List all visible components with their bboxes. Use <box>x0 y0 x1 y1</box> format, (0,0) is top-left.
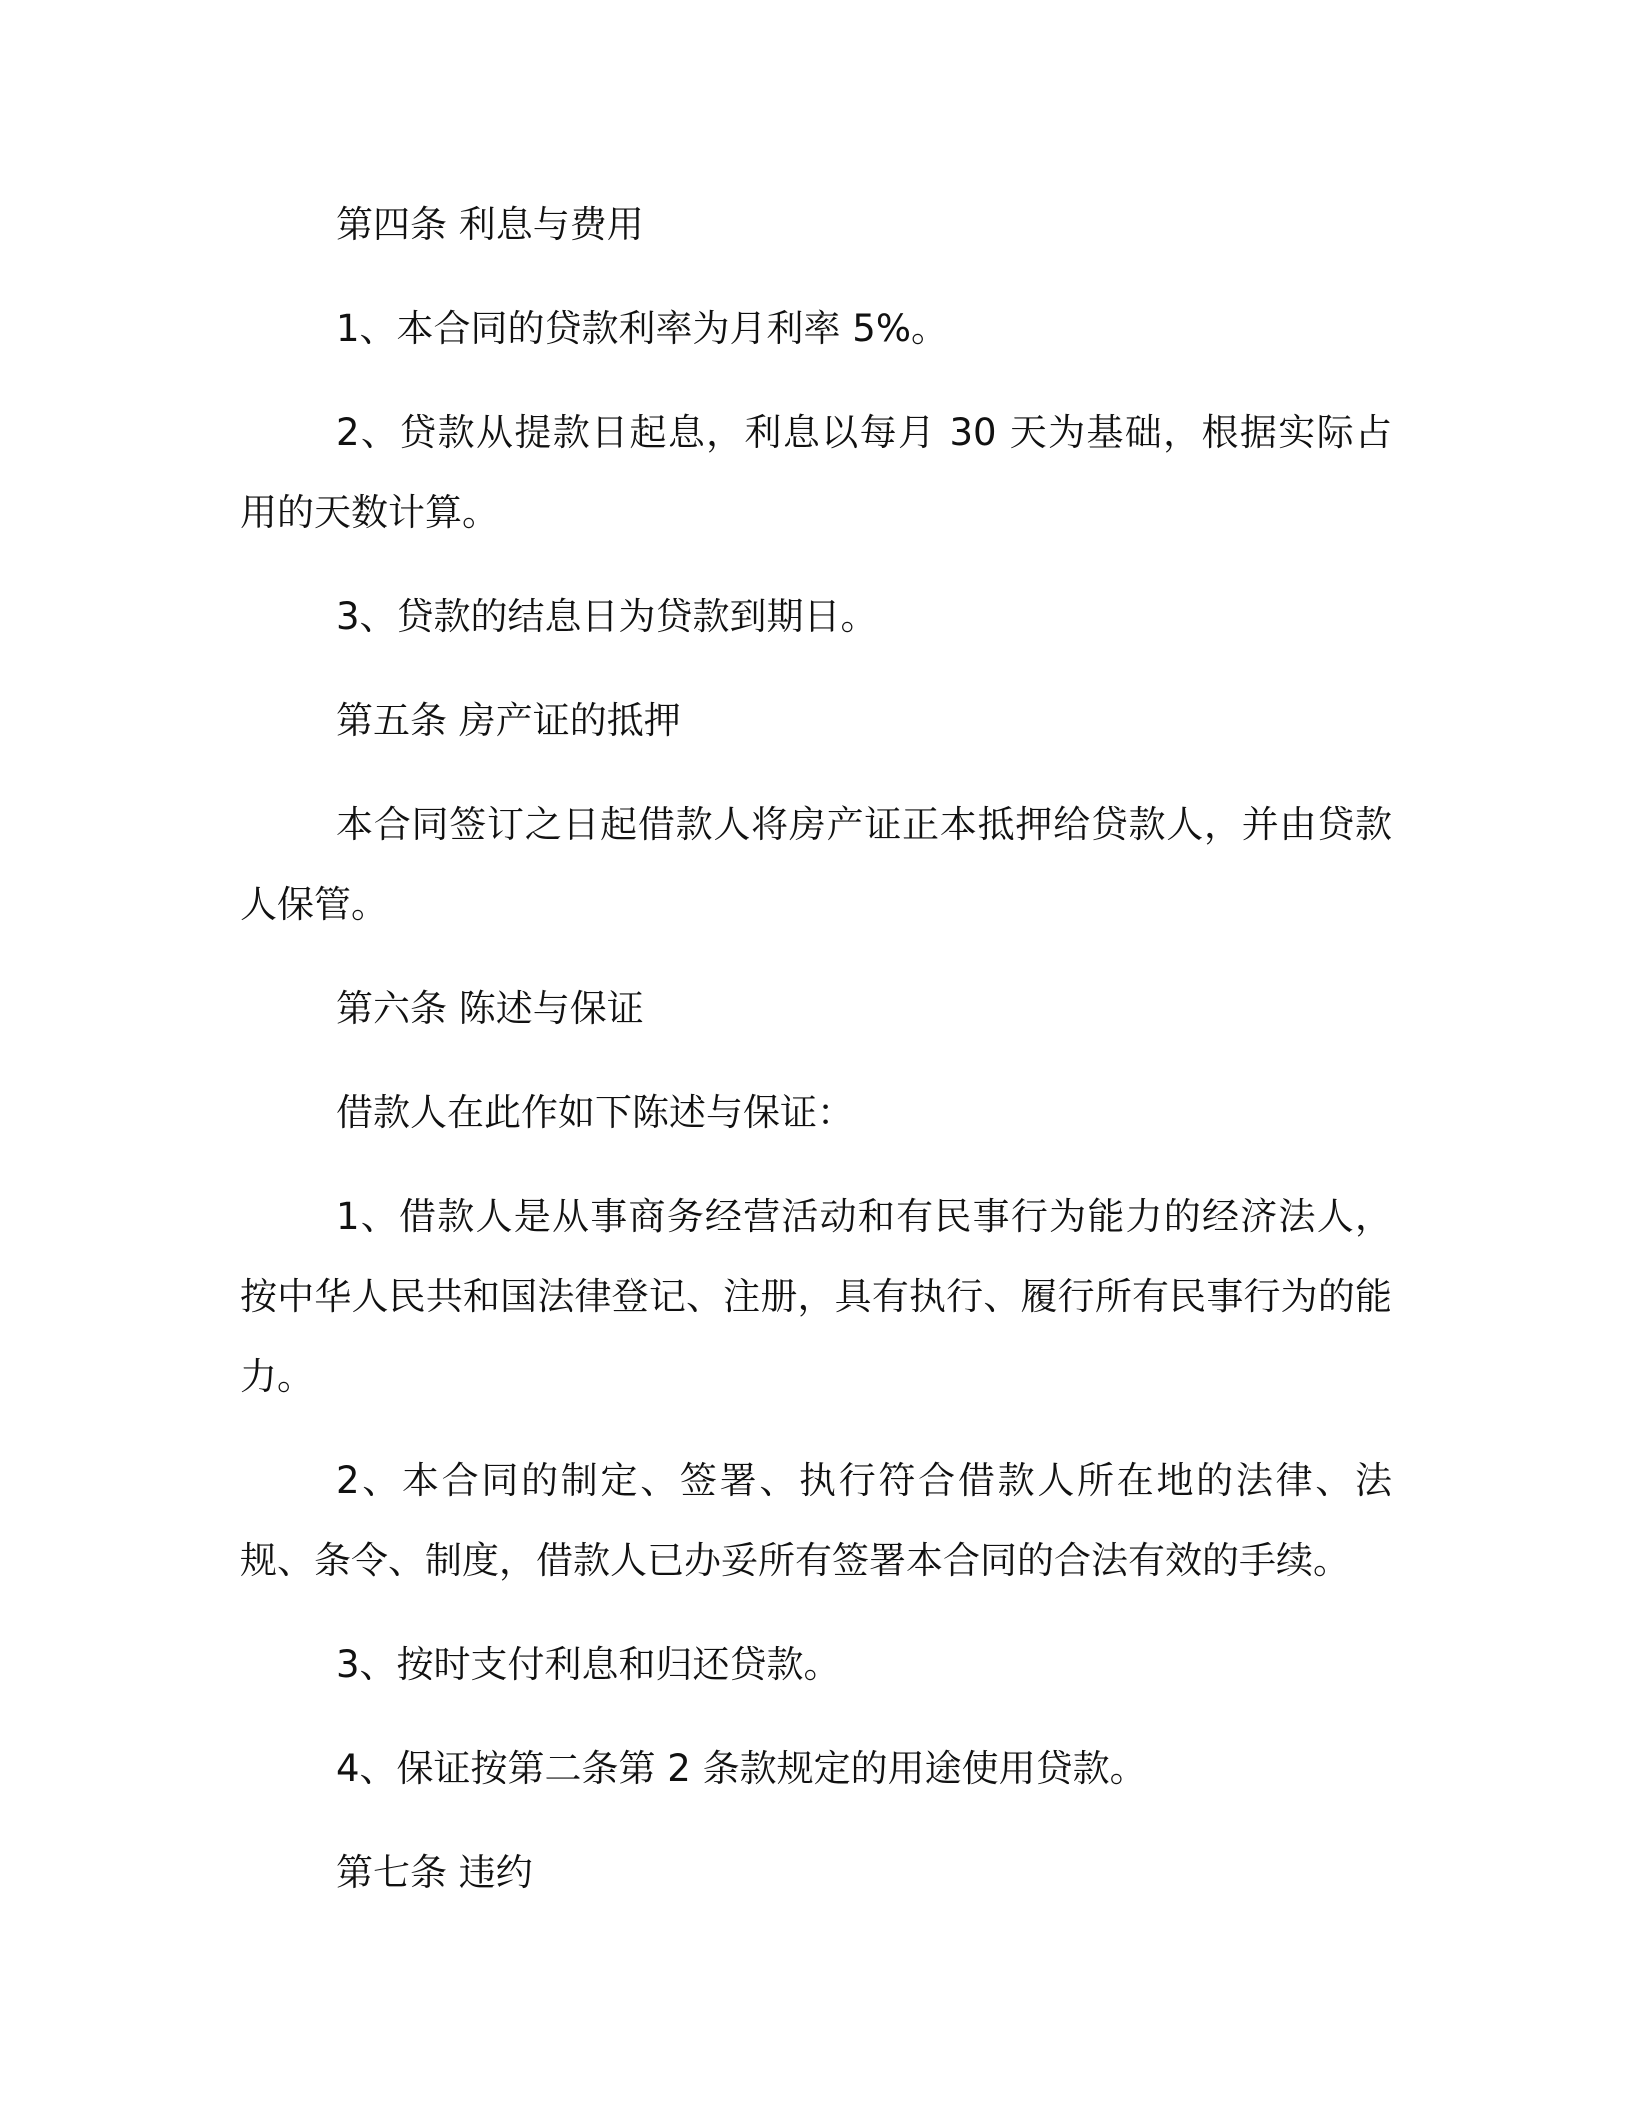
article-6-clause-4: 4、保证按第二条第 2 条款规定的用途使用贷款。 <box>336 1747 1147 1790</box>
article-4-clause-3: 3、贷款的结息日为贷款到期日。 <box>336 595 878 638</box>
article-7-heading: 第七条 违约 <box>336 1851 533 1894</box>
article-6-clause-2: 2、本合同的制定、签署、执行符合借款人所在地的法律、法规、条令、制度，借款人已办妥所有签署本合同的合法有效的手续。 <box>240 1459 1392 1582</box>
article-5-body: 本合同签订之日起借款人将房产证正本抵押给贷款人，并由贷款人保管。 <box>240 803 1392 926</box>
article-5-heading: 第五条 房产证的抵押 <box>336 699 681 742</box>
article-6-intro: 借款人在此作如下陈述与保证： <box>336 1091 854 1134</box>
article-6-heading: 第六条 陈述与保证 <box>336 987 644 1030</box>
article-4-clause-1: 1、本合同的贷款利率为月利率 5%。 <box>336 307 948 350</box>
article-4-heading: 第四条 利息与费用 <box>336 203 644 246</box>
article-6-clause-3: 3、按时支付利息和归还贷款。 <box>336 1643 841 1686</box>
article-4-clause-2: 2、贷款从提款日起息，利息以每月 30 天为基础，根据实际占用的天数计算。 <box>240 411 1392 534</box>
document-body <box>240 185 1392 1937</box>
article-6-clause-1: 1、借款人是从事商务经营活动和有民事行为能力的经济法人，按中华人民共和国法律登记、注册，具有执行、履行所有民事行为的能力。 <box>240 1195 1392 1398</box>
